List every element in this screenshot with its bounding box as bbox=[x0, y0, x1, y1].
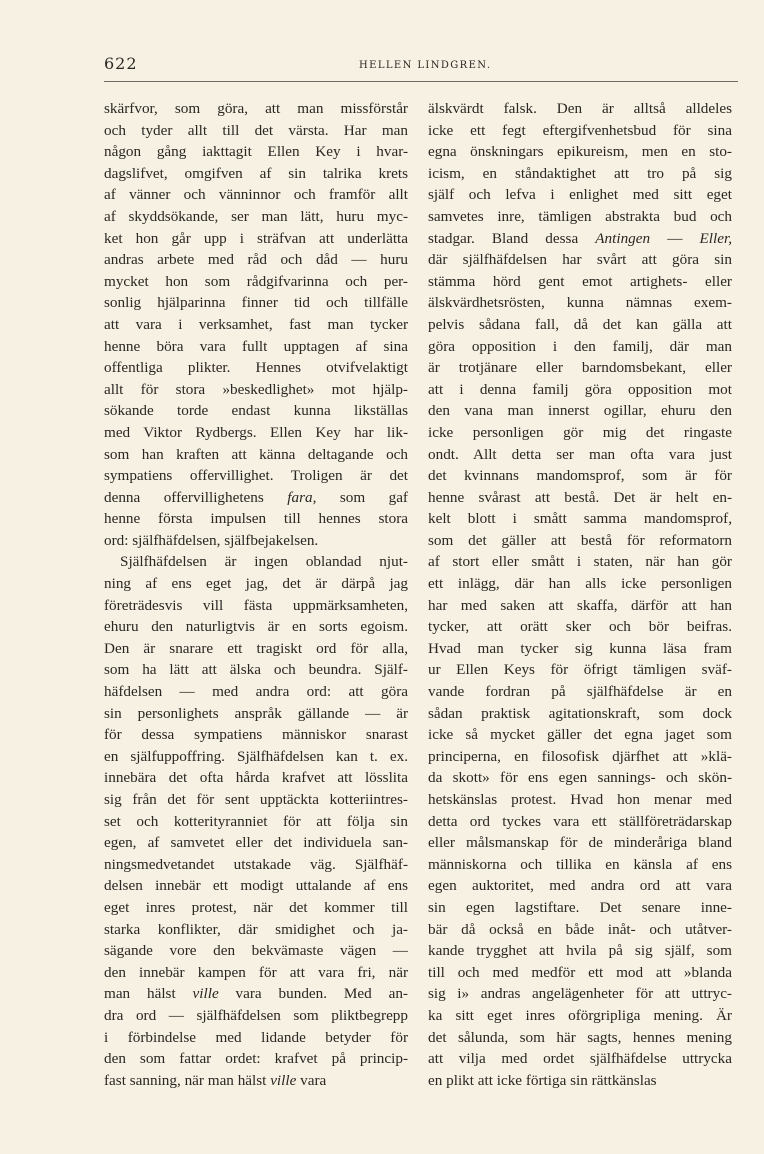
text-line: till och med medför ett mod att »blanda bbox=[428, 963, 732, 981]
text-line: samvetes inre, tämligen abstrakta bud och bbox=[428, 207, 732, 225]
text-line: sökande torde endast kunna likställas bbox=[104, 402, 408, 420]
text-line: innebära det ofta hårda krafvet att lösslita bbox=[104, 769, 408, 787]
text-line: en själfuppoffring. Själfhäfdelsen kan t. ex. bbox=[104, 747, 408, 765]
text-line: allt för stora »beskedlighet» mot hjälp- bbox=[104, 380, 408, 398]
text-line: och tyder allt till det värsta. Har man bbox=[104, 121, 408, 139]
text-line: da skott» för ens egen sannings- och skön- bbox=[428, 769, 732, 787]
text-line: skärfvor, som göra, att man missförstår bbox=[104, 100, 408, 117]
text-line: icism, en ståndaktighet att tro på sig bbox=[428, 164, 732, 182]
text-line: icke så mycket gäller det egna jaget som bbox=[428, 726, 732, 744]
text-line: stadgar. Bland dessa Antingen — Eller, bbox=[428, 229, 732, 247]
text-line: offentliga plikter. Hennes otvifvelaktigt bbox=[104, 359, 408, 377]
text-line: Hvad man tycker sig kunna läsa fram bbox=[428, 639, 732, 657]
text-line: älskvärdhetsrösten, kunna nämnas exem- bbox=[428, 294, 732, 312]
text-line: dagslifvet, omgifven af sin talrika krets bbox=[104, 164, 408, 182]
text-line: företrädesvis vill fästa uppmärksamheten, bbox=[104, 596, 408, 614]
text-line: ord: själfhäfdelsen, själfbejakelsen. bbox=[104, 531, 319, 549]
text-line: andras arbete med råd och dåd — huru bbox=[104, 251, 408, 269]
text-line: sin egen lagstiftare. Det senare inne- bbox=[428, 898, 732, 916]
text-line: dra ord — själfhäfdelsen som pliktbegrepp bbox=[104, 1006, 408, 1024]
text-line: som han kraften att känna deltagande och bbox=[104, 445, 408, 463]
text-line: bär då också en både inåt- och utåtver- bbox=[428, 920, 732, 938]
text-line: den som fattar ordet: krafvet på princip- bbox=[104, 1050, 408, 1068]
text-line: ningsmedvetandet utstakade väg. Själfhäf- bbox=[104, 855, 408, 873]
text-line: där själfhäfdelsen har svårt att göra sin bbox=[428, 251, 732, 269]
text-line: är trotjänare eller barndomsbekant, eller bbox=[428, 359, 732, 377]
text-line: mycket hon som rådgifvarinna och per- bbox=[104, 272, 408, 290]
page-header bbox=[104, 54, 738, 82]
text-line: af stort eller smått i staten, när han gör bbox=[428, 553, 732, 571]
text-line: kande trygghet att hvila på sig själf, som bbox=[428, 942, 732, 960]
text-line: ett inlägg, där han alls icke personligen bbox=[428, 575, 732, 593]
text-line: det kvinnans mandomsprof, som är för bbox=[428, 467, 732, 485]
text-line: principerna, en filosofisk djärfhet att »klä- bbox=[428, 747, 732, 765]
text-line: egen, af samvetet eller det individuela san- bbox=[104, 834, 408, 852]
text-line: kelt blott i smått samma mandomsprof, bbox=[428, 510, 732, 528]
text-line: ning af ens eget jag, det är därpå jag bbox=[104, 575, 408, 593]
text-line: af vänner och vänninnor och framför allt bbox=[104, 186, 408, 204]
text-line: i förbindelse med lidande betyder för bbox=[104, 1028, 408, 1046]
text-line: en plikt att icke förtiga sin rättkänslas bbox=[428, 1071, 657, 1089]
text-line: någon gång iakttagit Ellen Key i hvar- bbox=[104, 143, 408, 161]
text-line: icke ett fegt eftergifvenhetsbud för sina bbox=[428, 121, 732, 139]
text-line: set och kotterityranniet för att följa sin bbox=[104, 812, 408, 830]
text-line: vande fordran på själfhäfdelse är en bbox=[428, 683, 732, 701]
text-line: sägande vore den bekvämaste vägen — bbox=[104, 942, 408, 960]
text-line: denna offervillighetens fara, som gaf bbox=[104, 488, 408, 506]
text-line: ket hon går upp i sträfvan att underlätta bbox=[104, 229, 408, 247]
text-line: göra opposition i den familj, där man bbox=[428, 337, 732, 355]
text-line: eller målsmanskap för de minderåriga bland bbox=[428, 834, 732, 852]
text-line: ondt. Allt detta ser man ofta vara just bbox=[428, 445, 732, 463]
text-line: starka konflikter, där smidighet och ja- bbox=[104, 920, 408, 938]
text-line: häfdelsen — med andra ord: att göra bbox=[104, 683, 408, 701]
text-line: man hälst ville vara bunden. Med an- bbox=[104, 985, 408, 1003]
text-line: ur Ellen Keys för öfrigt tämligen sväf- bbox=[428, 661, 732, 679]
text-line: sig i» andras angelägenheter för att uttryc- bbox=[428, 985, 732, 1003]
text-line: att vilja med ordet själfhäfdelse uttrycka bbox=[428, 1050, 732, 1068]
text-line: tycker, att orätt sker och bör beifras. bbox=[428, 618, 732, 636]
text-line: Själfhäfdelsen är ingen oblandad njut- bbox=[120, 553, 408, 571]
text-line: detta ord tyckes vara ett ställföreträdarskap bbox=[428, 812, 732, 830]
text-line: stämma hörd gent emot artighets- eller bbox=[428, 272, 732, 290]
text-line: pelvis sådana fall, då det kan gälla att bbox=[428, 315, 732, 333]
text-line: själf och lefva i enlighet med sitt eget bbox=[428, 186, 732, 204]
text-line: hetskänslas protest. Hvad hon menar med bbox=[428, 791, 732, 808]
page-number: 622 bbox=[104, 54, 138, 73]
text-line: att i denna familj göra opposition mot bbox=[428, 380, 732, 398]
text-line: sonlig hjälparinna finner tid och tillfälle bbox=[104, 294, 408, 312]
text-line: har med saken att skaffa, därför att han bbox=[428, 596, 732, 614]
text-line: ehuru den naturligtvis är en sorts egoism. bbox=[104, 618, 408, 636]
header-rule bbox=[104, 81, 738, 82]
text-line: egna önskningars epikureism, men en sto- bbox=[428, 143, 732, 161]
text-line: älskvärdt falsk. Den är alltså alldeles bbox=[428, 100, 732, 117]
left-column bbox=[104, 98, 408, 1091]
text-line: som det gäller att bestå för reformatorn bbox=[428, 531, 732, 549]
text-line: delsen innebär ett modigt uttalande af ens bbox=[104, 877, 408, 895]
text-line: den vana man innerst ogillar, ehuru den bbox=[428, 402, 732, 420]
text-line: fast sanning, när man hälst ville vara bbox=[104, 1071, 327, 1089]
text-line: med Viktor Rydbergs. Ellen Key har lik- bbox=[104, 423, 408, 441]
running-head: HELLEN LINDGREN. bbox=[359, 60, 492, 71]
text-line: af skyddsökande, ser man lätt, huru myc- bbox=[104, 207, 408, 225]
text-line: henne första impulsen till hennes stora bbox=[104, 510, 408, 528]
text-line: människorna och tillika en känsla af ens bbox=[428, 855, 732, 873]
text-line: som ha lätt att älska och beundra. Själf- bbox=[104, 661, 408, 679]
right-column bbox=[428, 98, 732, 1091]
text-line: sådan praktisk agitationskraft, som dock bbox=[428, 704, 732, 722]
text-line: att vara i verksamhet, fast man tycker bbox=[104, 315, 408, 333]
text-line: egen auktoritet, med andra ord att vara bbox=[428, 877, 732, 895]
text-line: sin personlighets anspråk gällande — är bbox=[104, 704, 408, 722]
text-line: henne svårast att bestå. Det är helt en- bbox=[428, 488, 732, 506]
text-line: Den är snarare ett tragiskt ord för alla, bbox=[104, 639, 408, 657]
text-line: den innebär kampen för att vara fri, när bbox=[104, 963, 408, 981]
text-line: ka sitt eget inres oförgripliga mening. Är bbox=[428, 1006, 732, 1024]
text-line: henne böra vara fullt upptagen af sina bbox=[104, 337, 408, 355]
text-line: det sålunda, som här sagts, hennes mening bbox=[428, 1028, 732, 1046]
text-line: icke personligen gör mig det ringaste bbox=[428, 423, 732, 441]
text-line: för dessa sympatiens människor snarast bbox=[104, 726, 408, 744]
text-line: sig från det för sent upptäckta kotteriintres- bbox=[104, 791, 408, 808]
text-line: sympatiens offervillighet. Troligen är det bbox=[104, 467, 408, 485]
text-line: eget inres protest, när det kommer till bbox=[104, 898, 408, 916]
